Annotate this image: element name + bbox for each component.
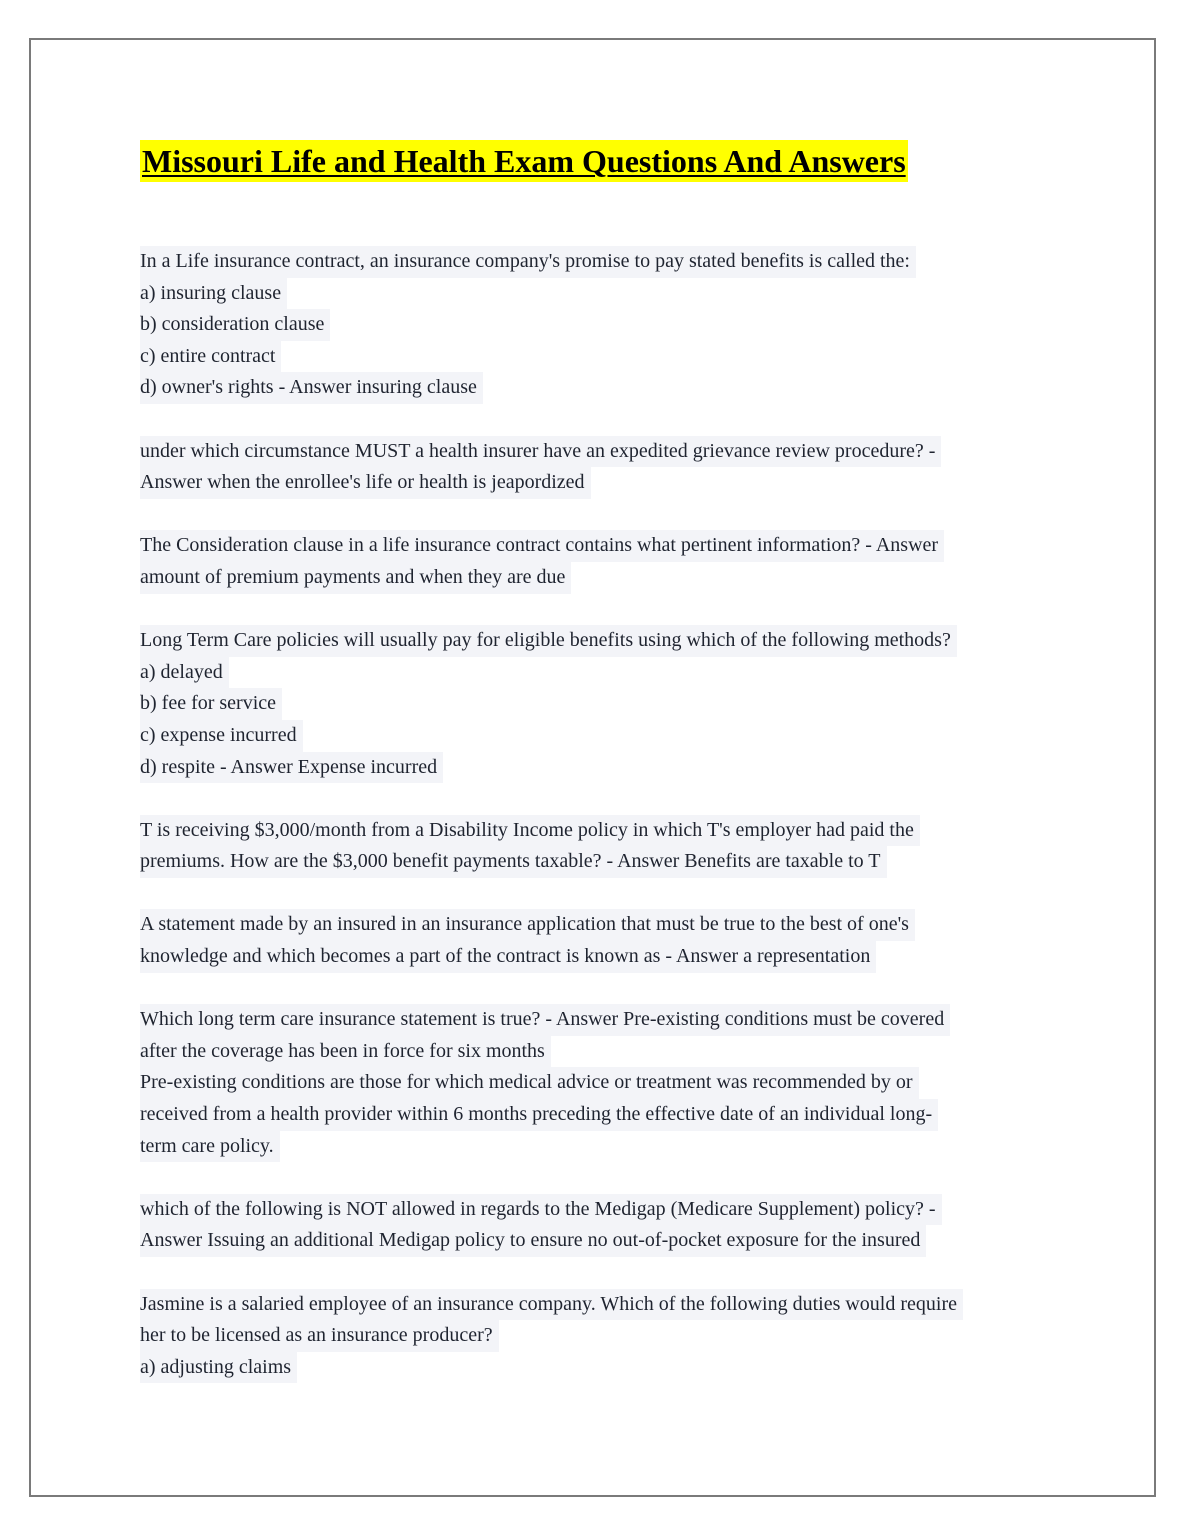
text-line: d) owner's rights - Answer insuring clause [140,372,483,404]
text-line: her to be licensed as an insurance producer? [140,1320,499,1352]
qa-block-4 [140,625,1050,783]
qa-block-5 [140,815,1050,878]
text-line: amount of premium payments and when they are due [140,562,571,594]
text-line: In a Life insurance contract, an insurance company's promise to pay stated benefits is called the: [140,246,916,278]
qa-block-9 [140,1289,1050,1384]
text-line: Answer Issuing an additional Medigap policy to ensure no out-of-pocket exposure for the insured [140,1225,926,1257]
text-line: Pre-existing conditions are those for which medical advice or treatment was recommended by or [140,1067,919,1099]
text-line: a) delayed [140,657,229,689]
qa-block-7 [140,1004,1050,1162]
text-line: which of the following is NOT allowed in regards to the Medigap (Medicare Supplement) policy? - [140,1194,942,1226]
qa-block-2 [140,436,1050,499]
text-line: d) respite - Answer Expense incurred [140,752,443,784]
text-line: b) consideration clause [140,309,330,341]
text-line: premiums. How are the $3,000 benefit payments taxable? - Answer Benefits are taxable to T [140,846,887,878]
text-line: Which long term care insurance statement is true? - Answer Pre-existing conditions must be covered [140,1004,950,1036]
text-line: Jasmine is a salaried employee of an insurance company. Which of the following duties would require [140,1289,963,1321]
text-line: T is receiving $3,000/month from a Disability Income policy in which T's employer had paid the [140,815,920,847]
text-line: c) entire contract [140,341,281,373]
text-line: b) fee for service [140,688,282,720]
text-line: Answer when the enrollee's life or health is jeapordized [140,467,591,499]
document-content [140,246,1050,1415]
document-title: Missouri Life and Health Exam Questions And Answers [140,140,908,182]
text-line: a) insuring clause [140,278,287,310]
text-line: Long Term Care policies will usually pay for eligible benefits using which of the following methods? [140,625,957,657]
text-line: The Consideration clause in a life insurance contract contains what pertinent information? - Answer [140,530,944,562]
text-line: under which circumstance MUST a health insurer have an expedited grievance review procedure? - [140,436,941,468]
qa-block-8 [140,1194,1050,1257]
qa-block-1 [140,246,1050,404]
text-line: term care policy. [140,1131,280,1163]
text-line: A statement made by an insured in an insurance application that must be true to the best of one's [140,909,915,941]
text-line: a) adjusting claims [140,1352,297,1384]
text-line: after the coverage has been in force for six months [140,1036,551,1068]
qa-block-3 [140,530,1050,593]
qa-block-6 [140,909,1050,972]
text-line: c) expense incurred [140,720,303,752]
text-line: received from a health provider within 6 months preceding the effective date of an individual long- [140,1099,938,1131]
text-line: knowledge and which becomes a part of the contract is known as - Answer a representation [140,941,876,973]
